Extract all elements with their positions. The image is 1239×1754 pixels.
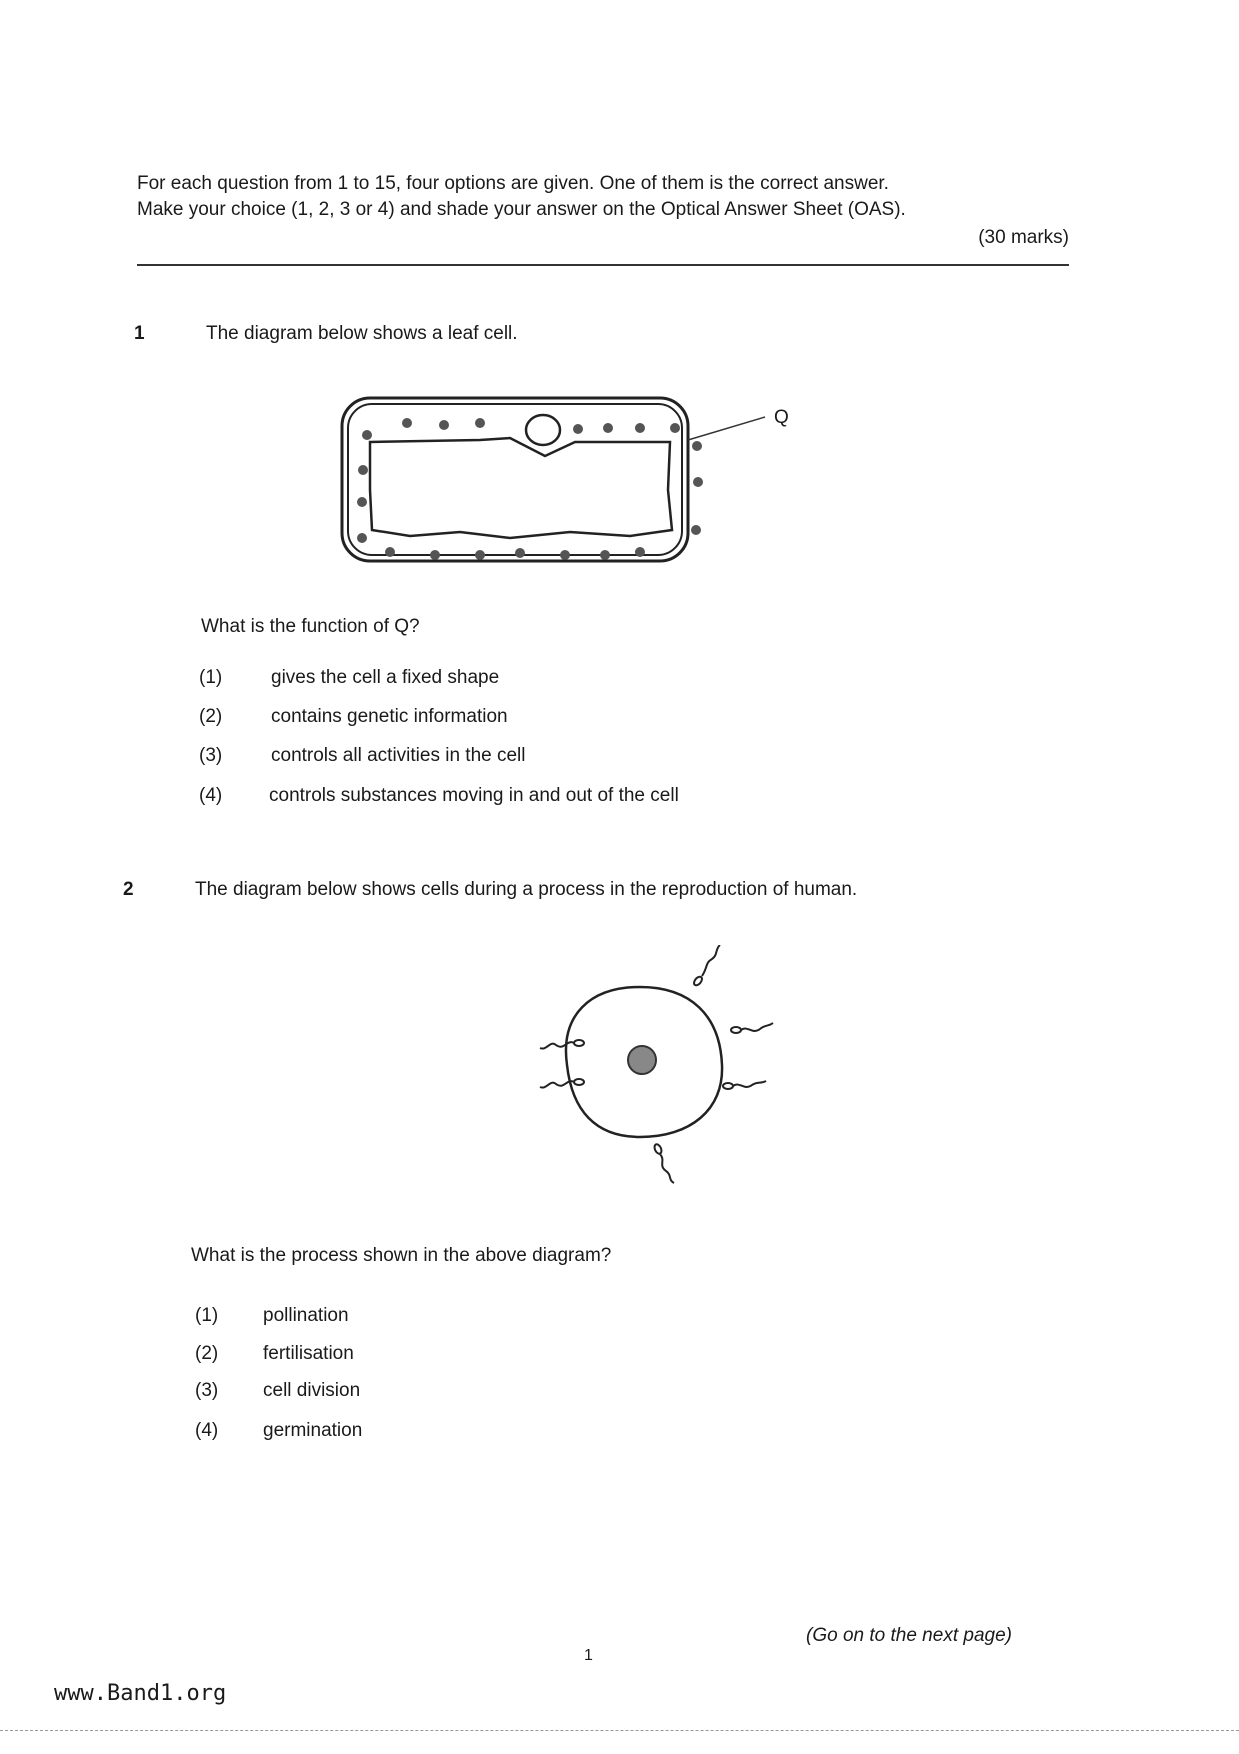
option-text: gives the cell a fixed shape xyxy=(271,667,500,688)
question-2-stem: The diagram below shows cells during a process in the reproduction of human. xyxy=(195,879,858,900)
option-text: fertilisation xyxy=(263,1343,354,1364)
option-number: (3) xyxy=(195,1380,219,1401)
divider xyxy=(137,264,1069,266)
option-number: (1) xyxy=(199,667,223,688)
question-2-prompt: What is the process shown in the above diagram? xyxy=(191,1245,612,1266)
option-number: (2) xyxy=(199,706,223,727)
page-number: 1 xyxy=(584,1647,593,1664)
option-number: (3) xyxy=(199,745,223,766)
question-1-prompt: What is the function of Q? xyxy=(201,616,420,637)
bottom-border xyxy=(0,1730,1239,1731)
option-number: (1) xyxy=(195,1305,219,1326)
option-text: controls substances moving in and out of the cell xyxy=(269,785,679,806)
question-1-stem: The diagram below shows a leaf cell. xyxy=(206,323,518,344)
option-text: pollination xyxy=(263,1305,349,1326)
instruction-line-1: For each question from 1 to 15, four options are given. One of them is the correct answer. xyxy=(137,173,889,194)
option-number: (2) xyxy=(195,1343,219,1364)
option-text: germination xyxy=(263,1420,363,1441)
option-text: cell division xyxy=(263,1380,361,1401)
question-2-number: 2 xyxy=(123,879,134,900)
option-number: (4) xyxy=(195,1420,219,1441)
leaf-cell-diagram xyxy=(330,390,810,575)
fertilisation-diagram xyxy=(490,945,790,1185)
option-text: contains genetic information xyxy=(271,706,508,727)
watermark: www.Band1.org xyxy=(54,1681,227,1706)
option-number: (4) xyxy=(199,785,223,806)
option-text: controls all activities in the cell xyxy=(271,745,526,766)
label-q: Q xyxy=(774,407,789,428)
instruction-line-2: Make your choice (1, 2, 3 or 4) and shade your answer on the Optical Answer Sheet (OAS). xyxy=(137,199,906,220)
total-marks: (30 marks) xyxy=(978,227,1069,248)
next-page-note: (Go on to the next page) xyxy=(806,1625,1012,1646)
question-1-number: 1 xyxy=(134,323,145,344)
